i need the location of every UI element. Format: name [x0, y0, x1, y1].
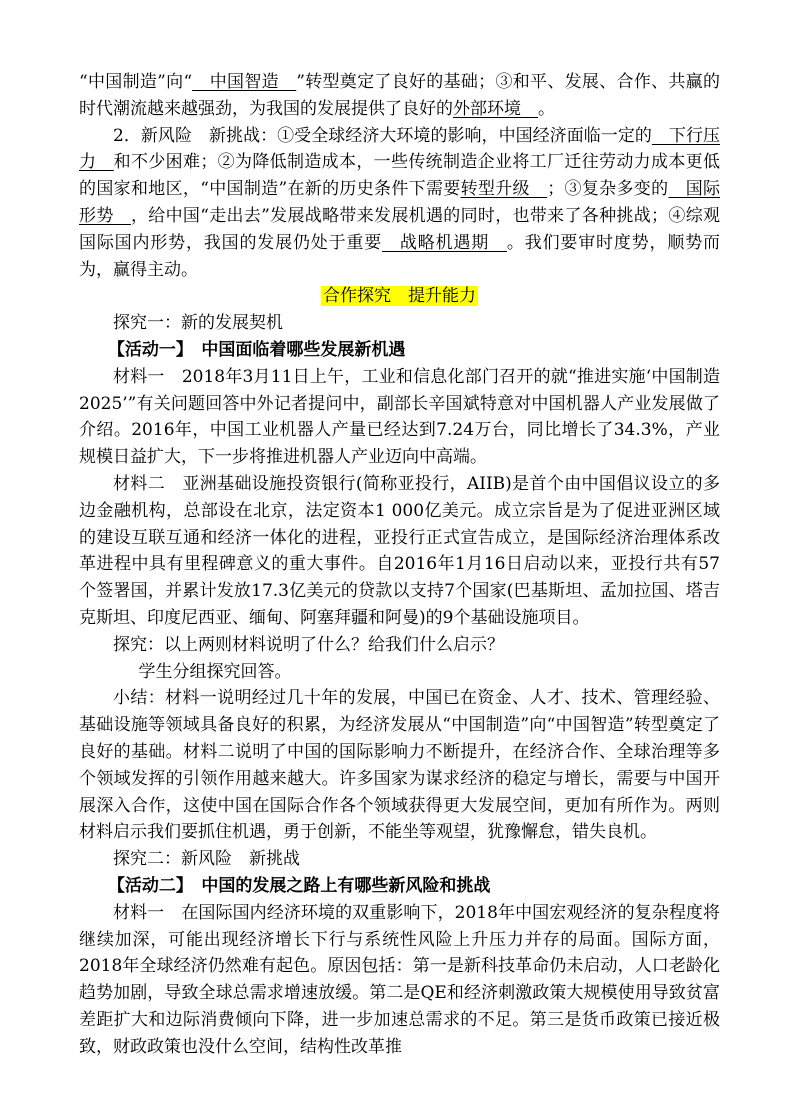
- answer-transformation-upgrade: 转型升级: [460, 179, 548, 200]
- student-instruction: 学生分组探究回答。: [138, 661, 292, 682]
- answer-china-smart-manufacturing: 中国智造: [192, 72, 297, 92]
- explore-question: 探究：以上两则材料说明了什么？给我们什么启示？: [113, 634, 504, 655]
- answer-downward-pressure: 下行压力: [79, 125, 720, 173]
- material-one: 材料一 2018年3月11日上午，工业和信息化部门召开的就“推进实施‘中国制造2025’”有关问题回答中外记者提问中，副部长辛国斌特意对中国机器人产业发展做了介绍。2016年，中国工业机器人产量已经达到7.24万台，同比增长了34.3%，产业规模日益扩大，下一步将推进机器人产业迈向中高端。: [79, 366, 720, 468]
- answer-strategic-opportunity: 战略机遇期: [382, 232, 507, 253]
- activity-one-heading: 【活动一】 中国面临着哪些发展新机遇: [107, 339, 406, 360]
- answer-international-situation: 国际形势: [79, 179, 721, 226]
- summary-one: 小结：材料一说明经过几十年的发展，中国已在资金、人才、技术、管理经验、基础设施等领域具备良好的积累，为经济发展从“中国制造”向“中国智造”转型奠定了良好的基础。材料二说明了中国的国际影响力不断提升，在经济合作、全球治理等多个领域发挥的引领作用越来越大。许多国家为谋求经济的稳定与增长，需要与中国开展深入合作，这使中国在国际合作各个领域获得更大发展空间，更加有所作为。两则材料启示我们要抓住机遇，勇于创新，不能坐等观望，犹豫懈怠，错失良机。: [79, 688, 720, 843]
- activity-two-heading: 【活动二】 中国的发展之路上有哪些新风险和挑战: [107, 875, 491, 896]
- paragraph-opportunities-end: “中国制造”向“ 中国智造 ”转型奠定了良好的基础；③和平、发展、合作、共赢的时代潮流越来越强劲，为我国的发展提供了良好的外部环境 。: [79, 72, 720, 119]
- material-three: 材料一 在国际国内经济环境的双重影响下，2018年中国宏观经济的复杂程度将继续加深，可能出现经济增长下行与系统性风险上升压力并存的局面。国际方面，2018年全球经济仍然难有起色。原因包括：第一是新科技革命仍未启动，人口老龄化趋势加剧，导致全球总需求增速放缓。第二是QE和经济刺激政策大规模使用导致贫富差距扩大和边际消费倾向下降，进一步加速总需求的不足。第三是货币政策已接近极致，财政政策也没什么空间，结构性改革推: [79, 902, 720, 1057]
- explore-two-heading: 探究二：新风险 新挑战: [113, 849, 300, 870]
- section-heading: 合作探究 提升能力: [323, 286, 476, 307]
- explore-one-heading: 探究一：新的发展契机: [113, 313, 283, 334]
- answer-external-environment: 外部环境: [453, 98, 538, 119]
- paragraph-new-risks: 2．新风险 新挑战：①受全球经济大环境的影响，中国经济面临一定的 下行压力 和不少困难；②为降低制造成本，一些传统制造企业将工厂迁往劳动力成本更低的国家和地区，“中国制造”在新的历史条件下需要转型升级 ；③复杂多变的 国际形势 ，给中国“走出去”发展战略带来发展机遇的同时，也带来了各种挑战；④综观国际国内形势，我国的发展仍处于重要 战略机遇期 。我们要审时度势，顺势而为，赢得主动。: [79, 125, 721, 280]
- material-two: 材料二 亚洲基础设施投资银行(简称亚投行，AIIB)是首个由中国倡议设立的多边金融机构，总部设在北京，法定资本1 000亿美元。成立宗旨是为了促进亚洲区域的建设互联互通和经济一体化的进程，亚投行正式宣告成立，是国际经济治理体系改革进程中具有里程碑意义的重大事件。自2016年1月16日启动以来，亚投行共有57个签署国，并累计发放17.3亿美元的贷款以支持7个国家(巴基斯坦、孟加拉国、塔吉克斯坦、印度尼西亚、缅甸、阿塞拜疆和阿曼)的9个基础设施项目。: [79, 473, 720, 628]
